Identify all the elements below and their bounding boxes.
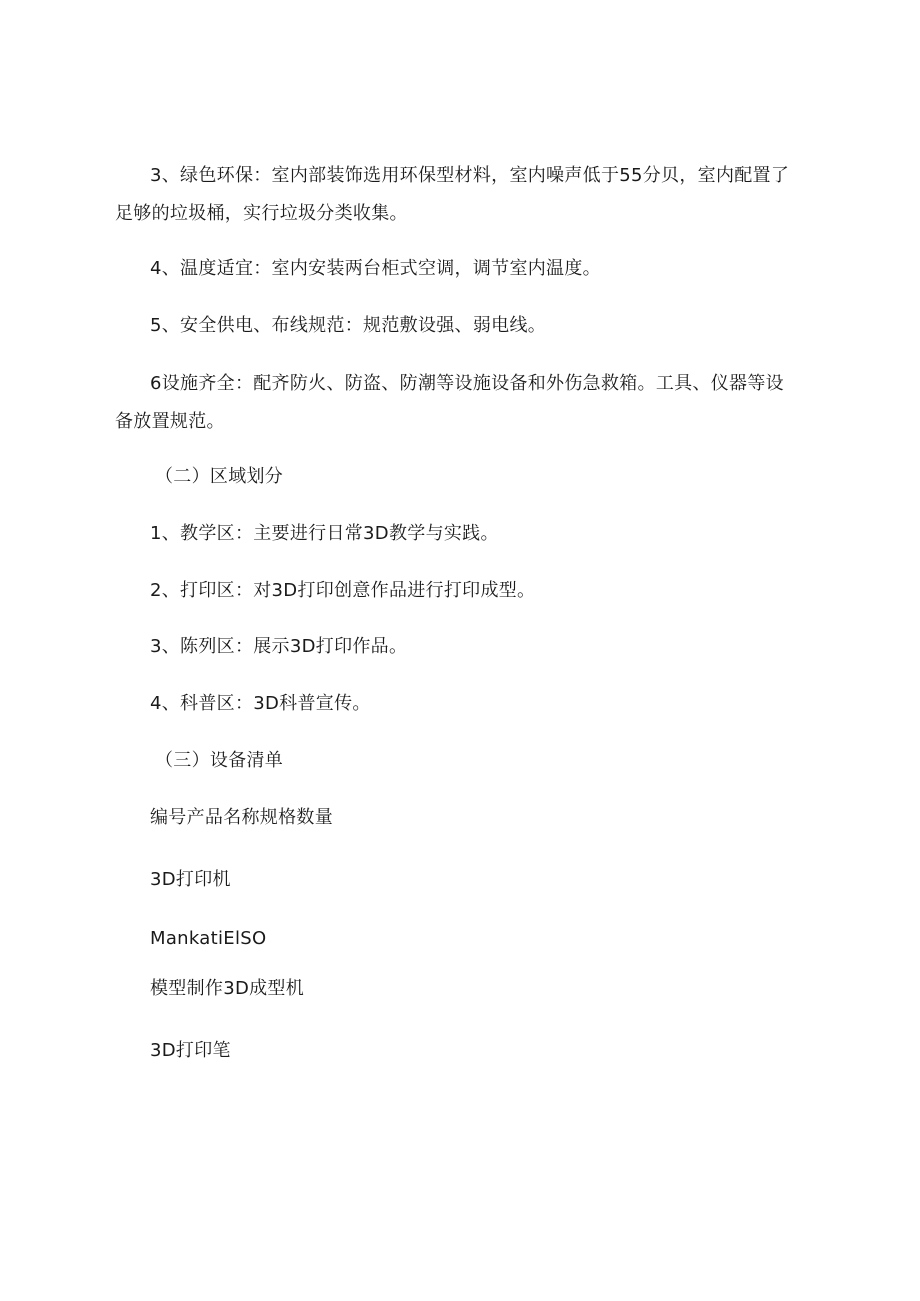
section-heading-zones: （二）区域划分 [155,466,284,487]
paragraph-facilities [0,365,784,441]
paragraph-temperature: 4、温度适宜：室内安装两台柜式空调，调节室内温度。 [150,258,601,279]
paragraph-line: 备放置规范。 [115,411,225,432]
list-item: 4、科普区：3D科普宣传。 [150,693,371,714]
paragraph-power-wiring: 5、安全供电、布线规范：规范敷设强、弱电线。 [150,315,547,336]
equipment-row: 模型制作3D成型机 [150,978,305,999]
paragraph-line: 足够的垃圾桶，实行垃圾分类收集。 [115,203,408,224]
equipment-row: MankatiElSO [150,928,267,949]
paragraph-line: 6设施齐全：配齐防火、防盗、防潮等设施设备和外伤急救箱。工具、仪器等设 [150,373,784,394]
equipment-row: 3D打印机 [150,869,231,890]
paragraph-green-environment [0,157,789,233]
list-item: 2、打印区：对3D打印创意作品进行打印成型。 [150,580,536,601]
section-heading-equipment: （三）设备清单 [155,750,284,771]
list-item: 3、陈列区：展示3D打印作品。 [150,636,408,657]
list-item: 1、教学区：主要进行日常3D教学与实践。 [150,523,499,544]
equipment-table-header: 编号产品名称规格数量 [150,807,333,828]
paragraph-line: 3、绿色环保：室内部装饰选用环保型材料，室内噪声低于55分贝，室内配置了 [150,165,790,186]
equipment-row: 3D打印笔 [150,1040,231,1061]
